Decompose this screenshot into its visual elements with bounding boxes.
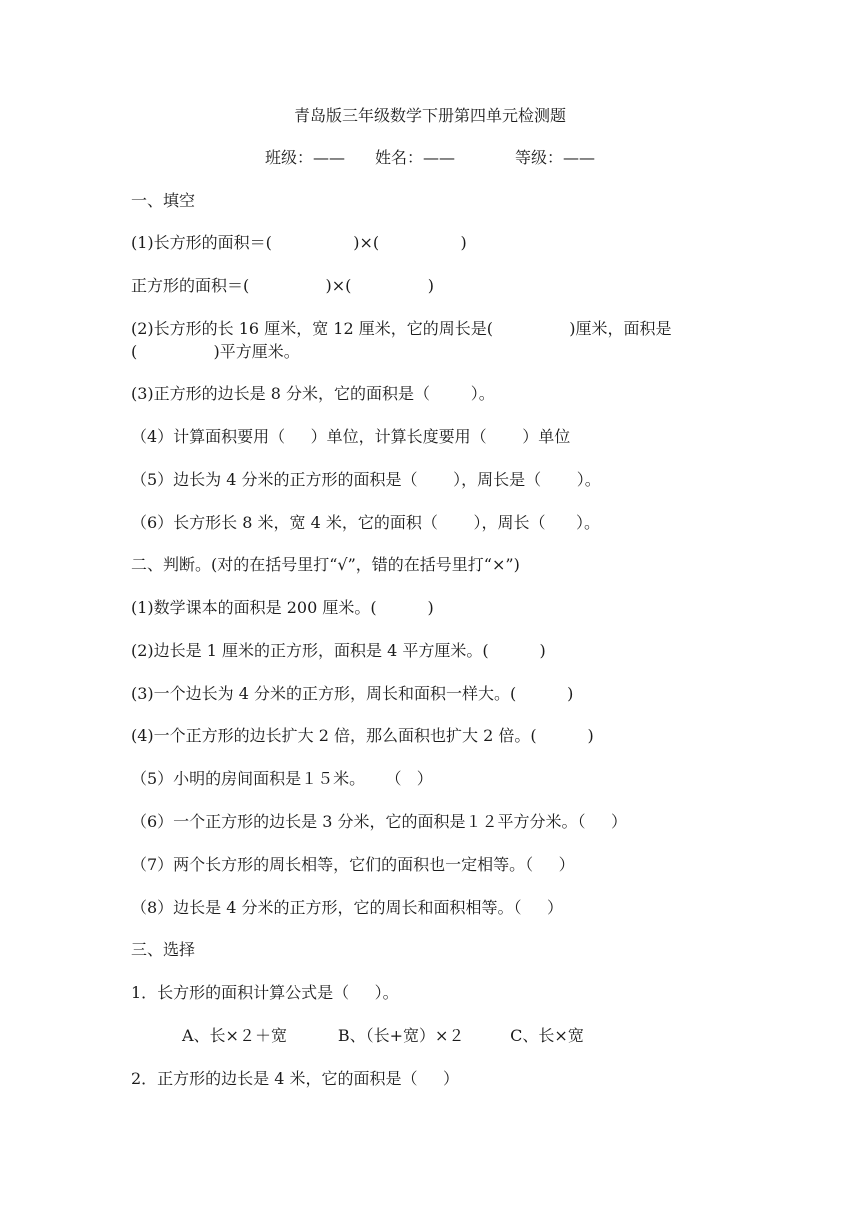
question-line: (4)一个正方形的边长扩大 2 倍，那么面积也扩大 2 倍。( ) — [131, 726, 594, 745]
question-line: 正方形的面积＝( )×( ) — [131, 276, 434, 295]
question-line: （4）计算面积要用（ ）单位，计算长度要用（ ）单位 — [131, 427, 571, 446]
question-line: (3)一个边长为 4 分米的正方形，周长和面积一样大。( ) — [131, 684, 574, 703]
question-line: (1)长方形的面积＝( )×( ) — [131, 233, 467, 252]
section-heading-true-false: 二、判断。(对的在括号里打“√”，错的在括号里打“×”) — [131, 555, 520, 574]
answer-options: A、长×２＋宽 B、（长+宽）×２ C、长×宽 — [182, 1026, 584, 1045]
question-line: （5）小明的房间面积是１５米。 （ ） — [131, 769, 433, 788]
question-line: （5）边长为 4 分米的正方形的面积是（ ），周长是（ ）。 — [131, 470, 601, 489]
grade-field: 等级：—— — [515, 148, 596, 167]
question-line: 2．正方形的边长是 4 米，它的面积是（ ） — [131, 1069, 459, 1088]
section-heading-choice: 三、选择 — [131, 940, 196, 959]
question-line: （6）一个正方形的边长是 3 分米，它的面积是１２平方分米。（ ） — [131, 812, 627, 831]
question-line: 1．长方形的面积计算公式是（ ）。 — [131, 983, 399, 1002]
class-field: 班级：—— — [264, 148, 345, 167]
question-line: ( )平方厘米。 — [131, 342, 300, 361]
page-title: 青岛版三年级数学下册第四单元检测题 — [293, 106, 566, 125]
student-info-row — [0, 146, 860, 170]
name-field: 姓名：—— — [374, 148, 455, 167]
question-line: (3)正方形的边长是 8 分米，它的面积是（ ）。 — [131, 384, 495, 403]
question-line: （7）两个长方形的周长相等，它们的面积也一定相等。（ ） — [131, 855, 575, 874]
section-heading-fill-in: 一、填空 — [131, 191, 196, 210]
question-line: （8）边长是 4 分米的正方形，它的周长和面积相等。（ ） — [131, 898, 563, 917]
question-line: (2)长方形的长 16 厘米，宽 12 厘米，它的周长是( )厘米，面积是 — [131, 319, 672, 338]
question-line: (2)边长是 1 厘米的正方形，面积是 4 平方厘米。( ) — [131, 641, 546, 660]
question-line: (1)数学课本的面积是 200 厘米。( ) — [131, 598, 434, 617]
question-line: （6）长方形长 8 米，宽 4 米，它的面积（ ），周长（ ）。 — [131, 513, 601, 532]
